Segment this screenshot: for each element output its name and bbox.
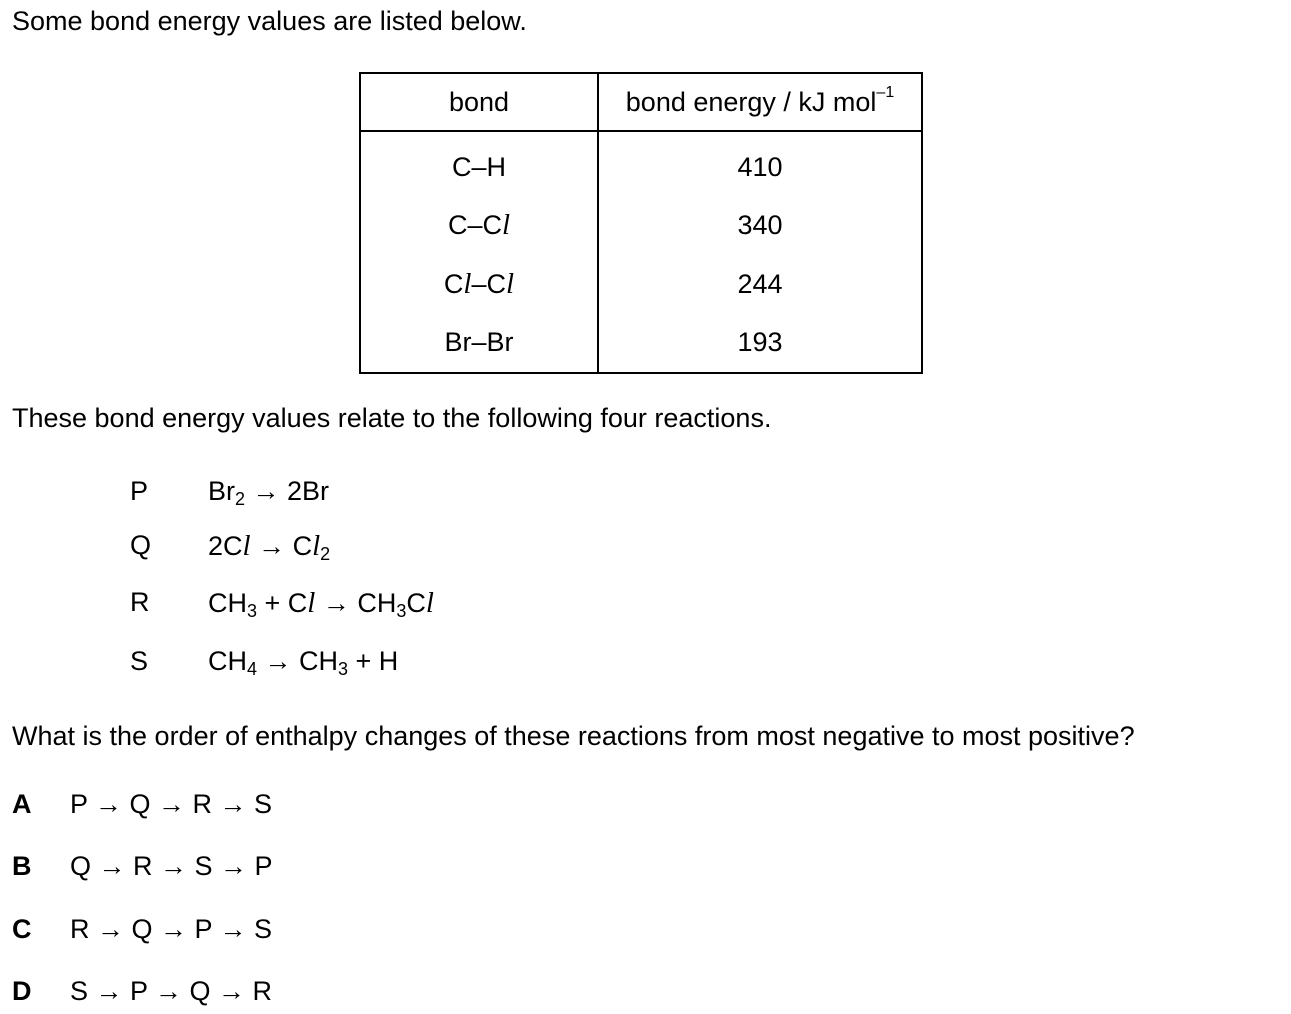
- energy-cell: 244: [737, 268, 783, 299]
- bond-cell: Br–Br: [360, 314, 598, 374]
- energy-cell: 340: [737, 210, 783, 241]
- option-text: R → Q → P → S: [70, 914, 273, 944]
- bond-cell: C–Cl: [360, 197, 598, 256]
- table-row: [360, 255, 922, 314]
- reaction-equation: $CH_4 \to CH_3 + H$: [208, 646, 399, 679]
- energy-cell: 410: [737, 151, 783, 182]
- header-unit-superscript: –1: [876, 83, 895, 101]
- option-text: Q → R → S → P: [70, 851, 273, 881]
- reaction-equation: $Br_2 \to 2Br$: [208, 476, 330, 509]
- header-bond: bond: [360, 73, 598, 131]
- reaction-equation: $CH_3 + Cl \to CH_3Cl$: [208, 587, 434, 621]
- option-letter: D: [12, 976, 32, 1006]
- reaction-equation: $2Cl \to Cl_2$: [208, 530, 331, 564]
- bond-energy-table: [359, 72, 923, 374]
- bond-cell: Cl–Cl: [360, 255, 598, 314]
- header-bond-energy: bond energy / kJ mol$^{-1}$: [598, 73, 922, 131]
- option-letter: A: [12, 789, 32, 819]
- table-row: [360, 314, 922, 374]
- bond-cell: C–H: [360, 131, 598, 197]
- reaction-letter: P: [130, 476, 149, 506]
- reaction-letter: Q: [130, 530, 152, 560]
- reactions-intro-text: These bond energy values relate to the following four reactions.: [12, 403, 772, 433]
- option-text: S → P → Q → R: [70, 976, 273, 1006]
- table-row: [360, 197, 922, 256]
- question-text: What is the order of enthalpy changes of these reactions from most negative to most positive?: [12, 721, 1135, 751]
- option-letter: C: [12, 914, 32, 944]
- option-text: P → Q → R → S: [70, 789, 273, 819]
- intro-text: Some bond energy values are listed below.: [12, 6, 527, 36]
- option-letter: B: [12, 851, 32, 881]
- reaction-letter: R: [130, 587, 150, 617]
- table-row: [360, 131, 922, 197]
- reaction-letter: S: [130, 646, 149, 676]
- table-header-row: [360, 73, 922, 131]
- energy-cell: 193: [737, 327, 783, 358]
